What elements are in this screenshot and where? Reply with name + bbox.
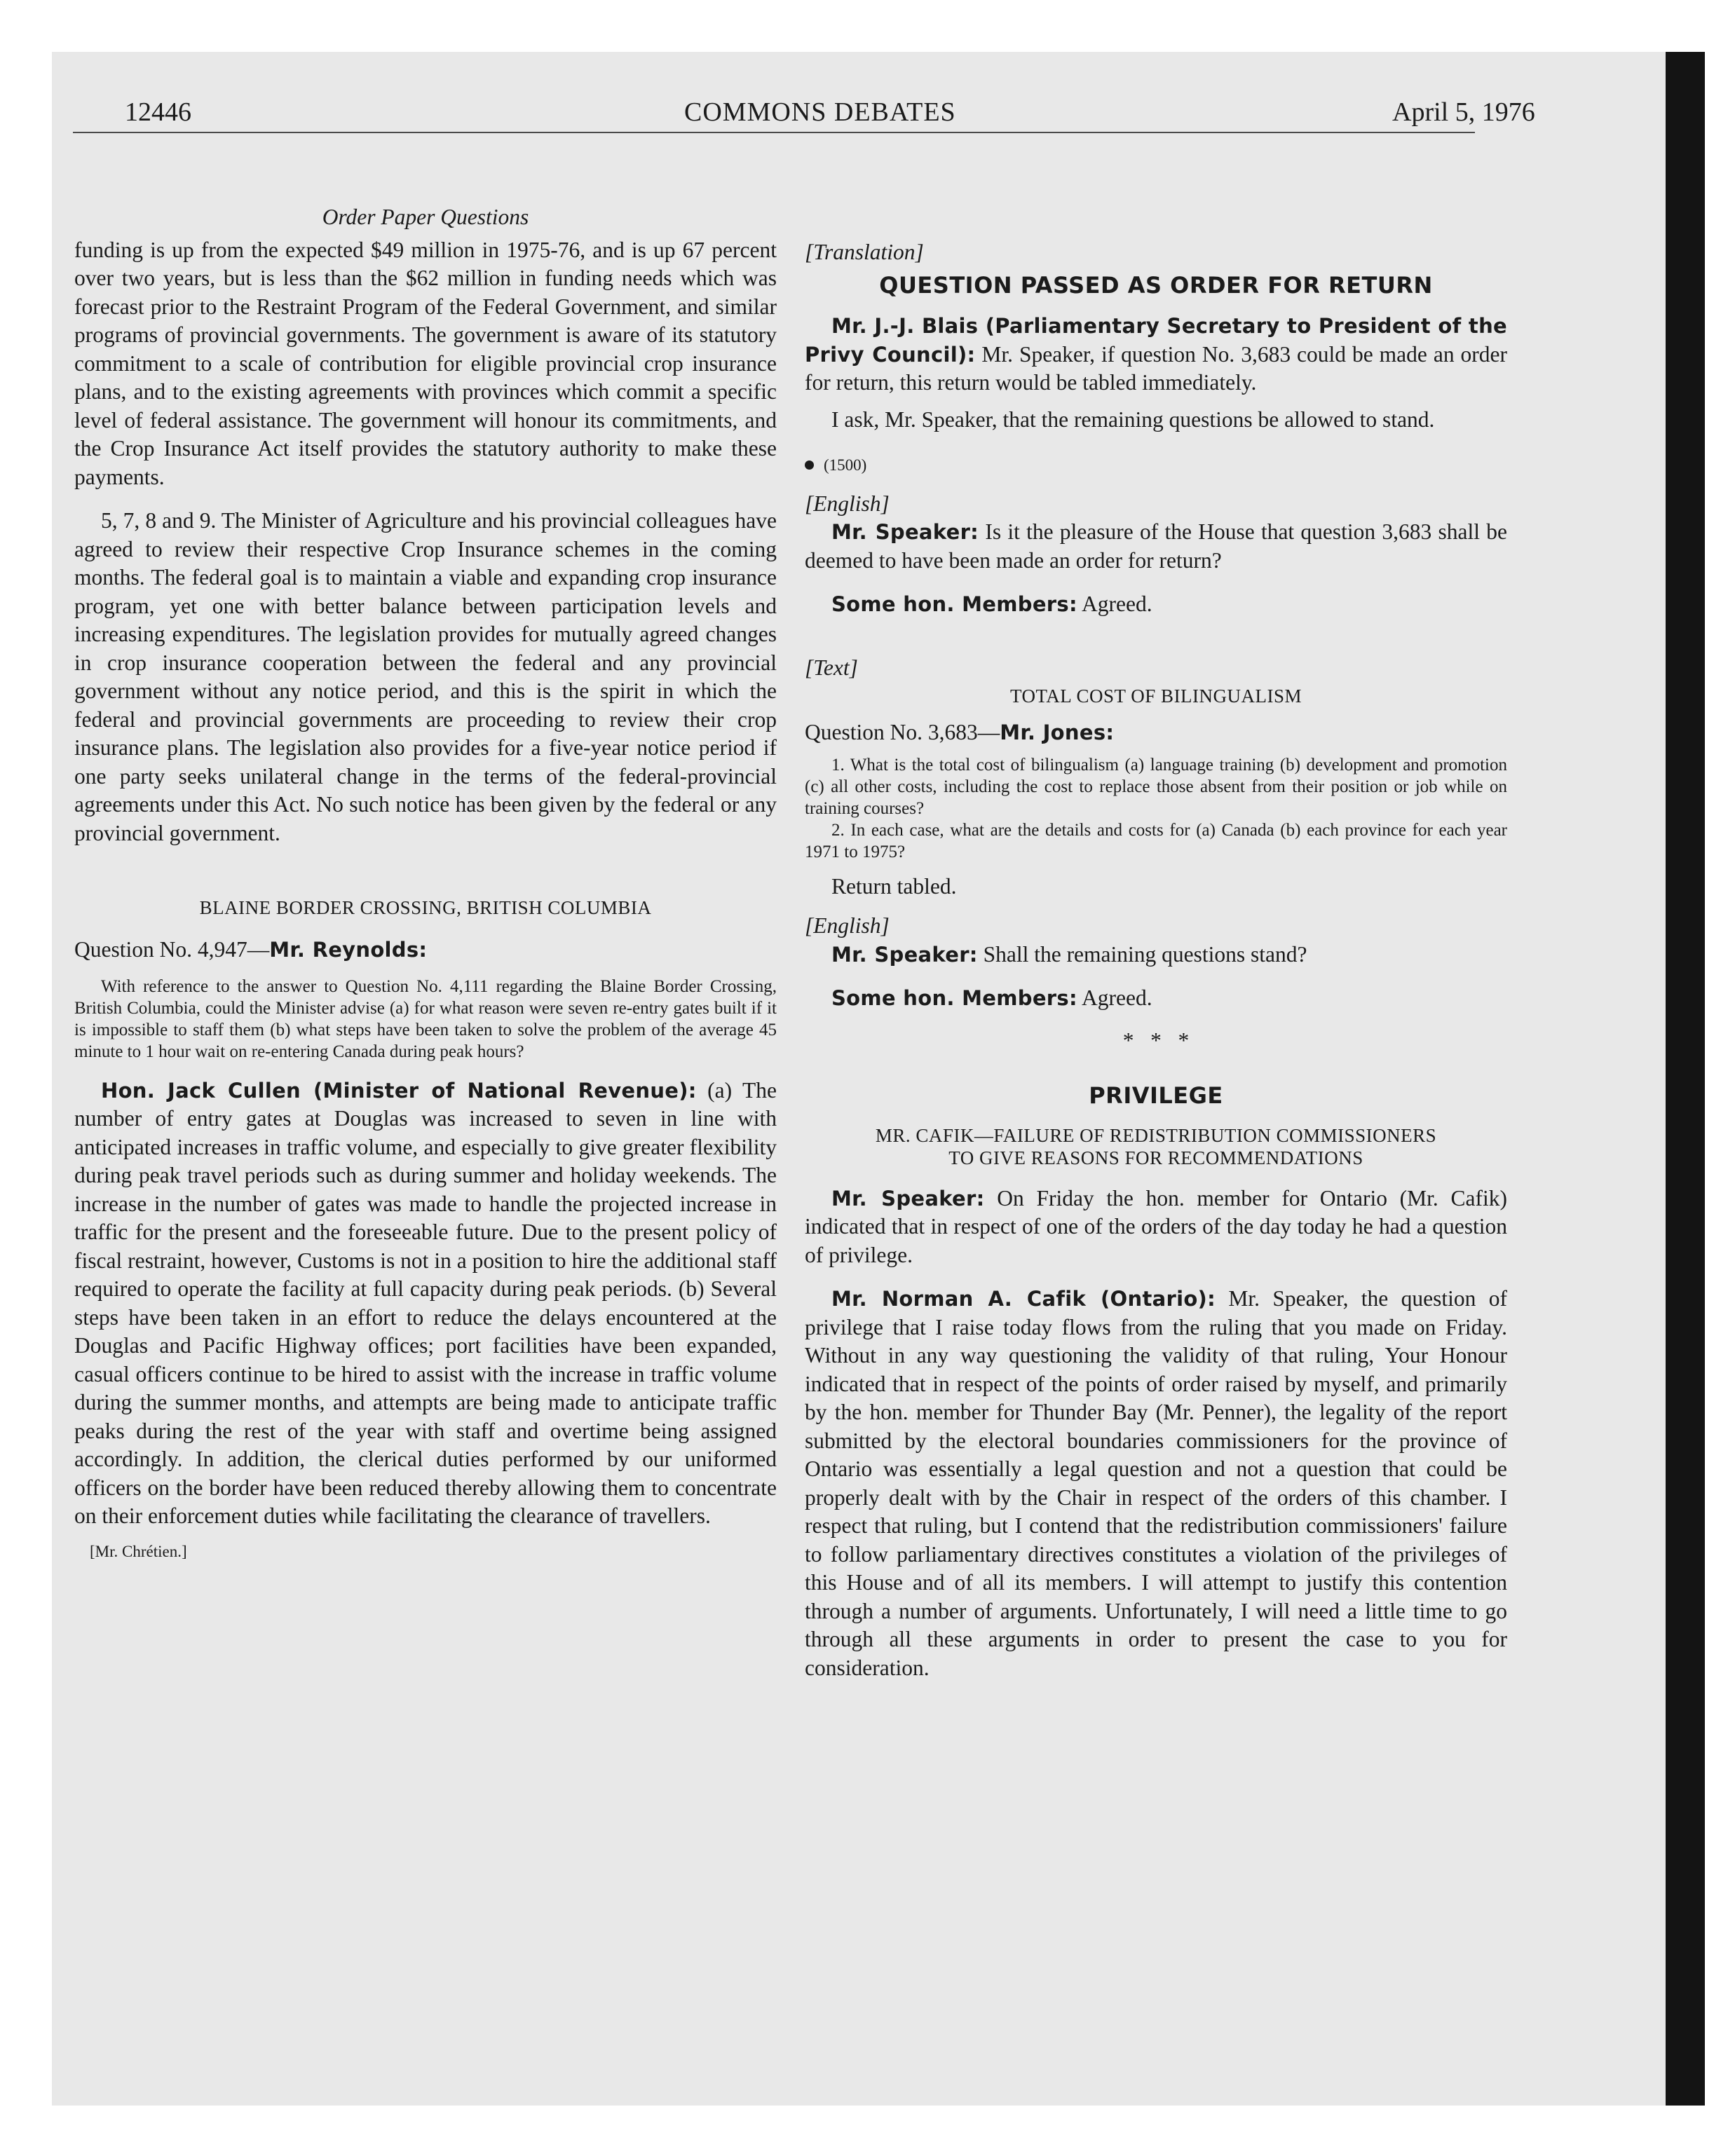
statement-text: Mr. Speaker, the question of privilege that I raise today flows from the ruling that you made on Friday. Without in any way questioning the validity of that ruling, Your Honour indicated that in respect of the points of order raised by myself, and primarily by the hon. member for Thunder Bay (Mr. Penner), the legality of the report submitted by the electoral boundaries commissioners for the province of Ontario was essentially a legal question and not a question that could be properly dealt with by the Chair in respect of the orders of this chamber. I respect that ruling, but I contend that the redistribution commissioners' failure to follow parliamentary directives constitutes a violation of the privileges of this House and of all its members. I will attempt to justify this contention through a number of arguments. Unfortunately, I will need a little time to go through all these arguments in order to present the case to you for consideration. [805,1286,1507,1680]
speaker-name: Some hon. Members: [831,592,1077,616]
question-4947-line [74,936,777,964]
question-speaker: Mr. Reynolds: [269,938,428,962]
speaker-name: Mr. Speaker: [831,520,979,544]
privilege-subheading-2: TO GIVE REASONS FOR RECOMMENDATIONS [948,1147,1363,1168]
speaker-name: Hon. Jack Cullen (Minister of National Revenue): [101,1078,697,1103]
heading-question-passed: QUESTION PASSED AS ORDER FOR RETURN [879,271,1433,299]
right-column [805,147,1507,1682]
publication-title: COMMONS DEBATES [684,97,956,127]
time-marker [805,449,1507,480]
statement-text: Is it the pleasure of the House that question 3,683 shall be deemed to have been made an order for return? [805,519,1508,573]
heading-bilingualism: TOTAL COST OF BILINGUALISM [1009,685,1302,707]
speaker-name: Mr. Speaker: [831,942,978,967]
speaker-name: Some hon. Members: [831,986,1077,1010]
page-number: 12446 [125,97,191,127]
question-number: Question No. 4,947— [74,937,270,962]
statement-text: Agreed. [1077,592,1152,616]
statement-text: Mr. Speaker, if question No. 3,683 could be made an order for return, this return would be tabled immediately. [805,341,1507,395]
page-date: April 5, 1976 [1392,97,1535,127]
members-response-2 [805,984,1507,1013]
privilege-subheading-1: MR. CAFIK—FAILURE OF REDISTRIBUTION COMMISSIONERS [875,1124,1437,1146]
english-tag-2: [English] [805,913,890,938]
return-tabled: Return tabled. [831,873,957,899]
english-tag-1: [English] [805,491,890,516]
scan-border [1666,52,1705,2106]
speaker-name: Mr. J.-J. Blais (Parliamentary Secretary to President of the Privy Council): [805,314,1507,367]
footer-note: [Mr. Chrétien.] [90,1542,187,1560]
answer-text: (a) The number of entry gates at Douglas was increased to seven in line with anticipated increases in traffic volume, and especially to give greater flexibility during peak travel periods such as during summer and holiday weekends. The increase in the number of gates was made to handle the projected increase in traffic for the present and the foreseeable future. Due to the present policy of fiscal restraint, however, Customs is not in a position to hire the additional staff required to operate the facility at full capacity during peak periods. (b) Several steps have been taken in an effort to reduce the delays encountered at the Douglas and Pacific Highway offices; port facilities have been expanded, casual officers continue to be hired to assist with the increase in traffic volume during the summer months, and attempts are being made to anticipate traffic peaks during the rest of the year with staff and overtime being assigned accordingly. In addition, the clerical duties performed by our uniformed officers on the border have been reduced thereby allowing them to concentrate on their enforcement duties while facilitating the clearance of travellers. [74,1077,777,1528]
speaker-statement-1 [805,518,1507,575]
time-marker-text: (1500) [824,456,867,474]
blais-statement [805,312,1507,397]
answer-cullen [74,1077,777,1531]
blais-statement-2: I ask, Mr. Speaker, that the remaining questions be allowed to stand. [831,407,1435,432]
heading-privilege: PRIVILEGE [1089,1082,1223,1109]
paragraph-funding: funding is up from the expected $49 million in 1975-76, and is up 67 percent over two years, but is less than the $62 million in funding needs which was forecast prior to the Restraint Program of the Federal Government, and similar programs of provincial governments. The government is aware of its statutory commitment to a scale of contribution for eligible provincial crop insurance plans, and to the existing agreements with provinces which commit a specific level of federal assistance. The government will honour its commitments, and the Crop Insurance Act itself provides the statutory authority to make these payments. [74,237,777,489]
left-column [74,147,777,1562]
speaker-statement-3 [805,1185,1507,1270]
bullet-icon [805,460,814,470]
statement-text: On Friday the hon. member for Ontario (Mr. Cafik) indicated that in respect of one of the orders of the day today he had a question of privilege. [805,1185,1507,1267]
speaker-name: Mr. Norman A. Cafik (Ontario): [831,1287,1216,1311]
question-number: Question No. 3,683— [805,720,1000,744]
question-3683-line [805,718,1507,747]
translation-tag: [Translation] [805,240,924,264]
speaker-name: Mr. Speaker: [831,1186,985,1210]
question-3683-item-1: 1. What is the total cost of bilingualism (a) language training (b) development and promotion (c) all other costs, including the cost to replace those absent from their position or job while on training courses? [805,755,1507,818]
statement-text: Agreed. [1077,985,1152,1010]
members-response-1 [805,590,1507,619]
question-3683-item-2: 2. In each case, what are the details and costs for (a) Canada (b) each province for each year 1971 to 1975? [805,820,1507,861]
text-tag: [Text] [805,655,858,680]
question-speaker: Mr. Jones: [1000,721,1115,744]
question-4947-text: With reference to the answer to Question No. 4,111 regarding the Blaine Border Crossing, British Columbia, could the Minister advise (a) for what reason were seven re-entry gates built if it is impossible to staff them (b) what steps have been taken to solve the problem of the average 45 minute to 1 hour wait on re-entering Canada during peak hours? [74,976,777,1061]
section-separator: * * * [1122,1028,1190,1053]
statement-text: Shall the remaining questions stand? [977,941,1307,967]
section-label: Order Paper Questions [322,205,529,229]
heading-blaine-crossing: BLAINE BORDER CROSSING, BRITISH COLUMBIA [199,897,652,918]
cafik-statement [805,1285,1507,1682]
paragraph-crop-insurance: 5, 7, 8 and 9. The Minister of Agriculture and his provincial colleagues have agreed to review their respective Crop Insurance schemes in the coming months. The federal goal is to maintain a viable and expanding crop insurance program, yet one with better balance between participation levels and increasing expenditures. The legislation provides for mutually agreed changes in crop insurance cooperation between the federal and any provincial government without any notice period, and this is the spirit in which the federal and provincial governments are proceeding to review their crop insurance plans. The legislation also provides for a five-year notice period if one party seeks unilateral change in the terms of the federal-provincial agreements under this Act. No such notice has been given by the federal or any provincial government. [74,508,777,845]
speaker-statement-2 [805,941,1507,969]
header-rule [73,132,1475,133]
